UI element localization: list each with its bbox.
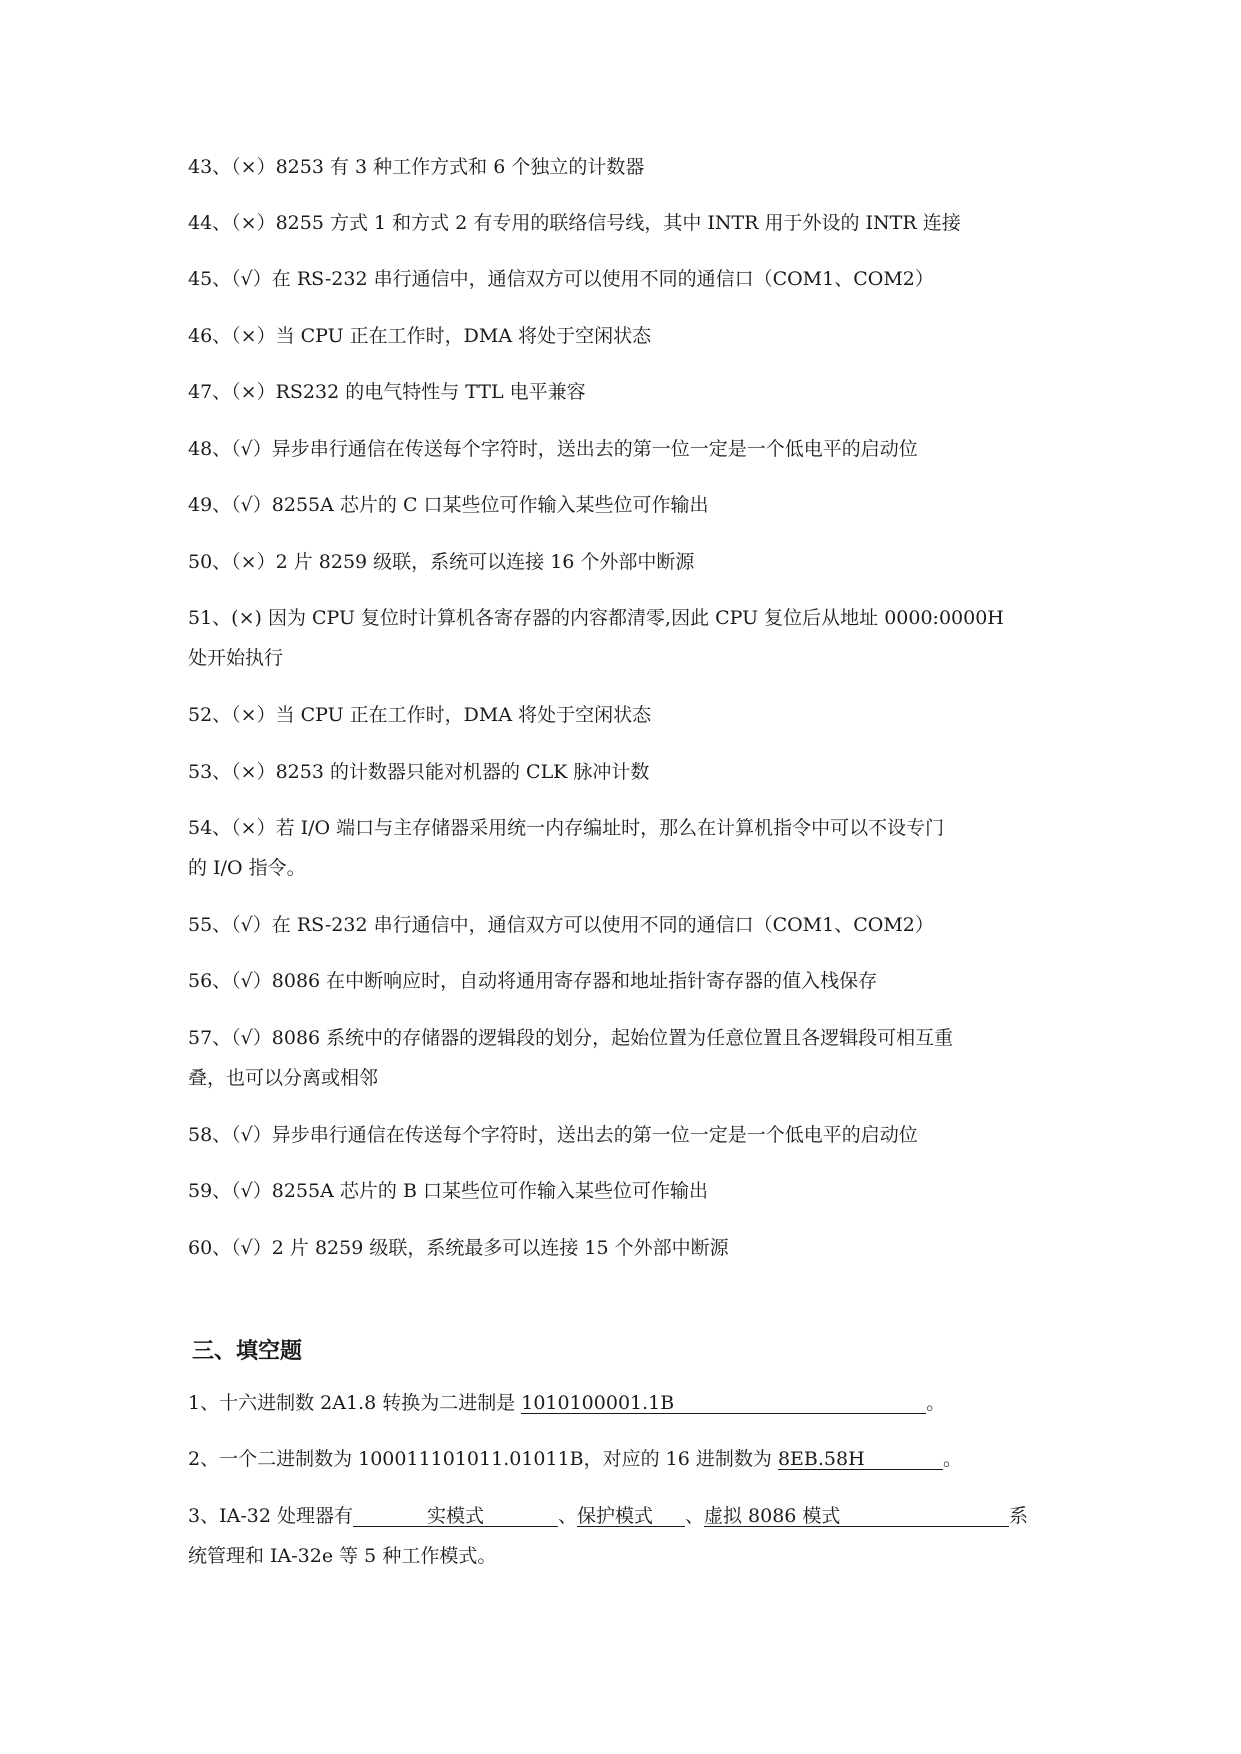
judgement-item-48: 48、（√）异步串行通信在传送每个字符时，送出去的第一位一定是一个低电平的启动位	[188, 438, 918, 460]
fill-1-answer: 1010100001.1B	[521, 1393, 926, 1414]
fill-1-suffix: 。	[926, 1392, 946, 1414]
fill-3-answer-1: 实模式	[353, 1506, 558, 1527]
fill-3-separator-1: 、	[557, 1505, 577, 1527]
judgement-item-58: 58、（√）异步串行通信在传送每个字符时，送出去的第一位一定是一个低电平的启动位	[188, 1124, 918, 1146]
fill-2-prefix: 2、一个二进制数为 100011101011.01011B，对应的 16 进制数为	[188, 1448, 778, 1470]
judgement-item-50: 50、（×）2 片 8259 级联，系统可以连接 16 个外部中断源	[188, 551, 695, 573]
section-heading: 三、填空题	[192, 1339, 303, 1364]
judgement-item-51-continued: 处开始执行	[188, 647, 284, 669]
judgement-item-49: 49、（√）8255A 芯片的 C 口某些位可作输入某些位可作输出	[188, 494, 709, 516]
judgement-item-55: 55、（√）在 RS-232 串行通信中，通信双方可以使用不同的通信口（COM1、COM2）	[188, 914, 934, 936]
fill-3-answer-2: 保护模式	[577, 1506, 685, 1527]
judgement-item-54-continued: 的 I/O 指令。	[188, 857, 306, 879]
judgement-item-60: 60、（√）2 片 8259 级联，系统最多可以连接 15 个外部中断源	[188, 1237, 729, 1259]
judgement-item-52: 52、（×）当 CPU 正在工作时，DMA 将处于空闲状态	[188, 704, 652, 726]
judgement-item-46: 46、（×）当 CPU 正在工作时，DMA 将处于空闲状态	[188, 325, 652, 347]
judgement-item-44: 44、（×）8255 方式 1 和方式 2 有专用的联络信号线，其中 INTR 用于外设的 INTR 连接	[188, 212, 961, 234]
fill-3-prefix: 3、IA-32 处理器有	[188, 1505, 353, 1527]
fill-2-suffix: 。	[942, 1448, 962, 1470]
judgement-item-45: 45、（√）在 RS-232 串行通信中，通信双方可以使用不同的通信口（COM1、COM2）	[188, 268, 934, 290]
judgement-item-47: 47、（×）RS232 的电气特性与 TTL 电平兼容	[188, 381, 586, 403]
judgement-item-43: 43、（×）8253 有 3 种工作方式和 6 个独立的计数器	[188, 156, 645, 178]
fill-item-3-continued: 统管理和 IA-32e 等 5 种工作模式。	[188, 1545, 497, 1567]
judgement-item-59: 59、（√）8255A 芯片的 B 口某些位可作输入某些位可作输出	[188, 1180, 708, 1202]
judgement-item-56: 56、（√）8086 在中断响应时，自动将通用寄存器和地址指针寄存器的值入栈保存	[188, 970, 878, 992]
judgement-item-57: 57、（√）8086 系统中的存储器的逻辑段的划分，起始位置为任意位置且各逻辑段可相互重	[188, 1027, 954, 1049]
judgement-item-54: 54、（×）若 I/O 端口与主存储器采用统一内存编址时，那么在计算机指令中可以不设专门	[188, 817, 945, 839]
fill-3-answer-3: 虚拟 8086 模式	[704, 1506, 1009, 1527]
judgement-item-57-continued: 叠，也可以分离或相邻	[188, 1067, 379, 1089]
fill-item-2	[188, 1448, 1068, 1470]
fill-1-prefix: 1、十六进制数 2A1.8 转换为二进制是	[188, 1392, 522, 1414]
judgement-item-53: 53、（×）8253 的计数器只能对机器的 CLK 脉冲计数	[188, 761, 650, 783]
fill-3-suffix: 系	[1008, 1505, 1028, 1527]
fill-item-3	[188, 1505, 1068, 1527]
fill-item-1	[188, 1392, 1068, 1414]
fill-3-separator-2: 、	[684, 1505, 704, 1527]
judgement-item-51: 51、(×) 因为 CPU 复位时计算机各寄存器的内容都清零,因此 CPU 复位后从地址 0000:0000H	[188, 607, 1004, 629]
fill-2-answer: 8EB.58H	[778, 1449, 943, 1470]
